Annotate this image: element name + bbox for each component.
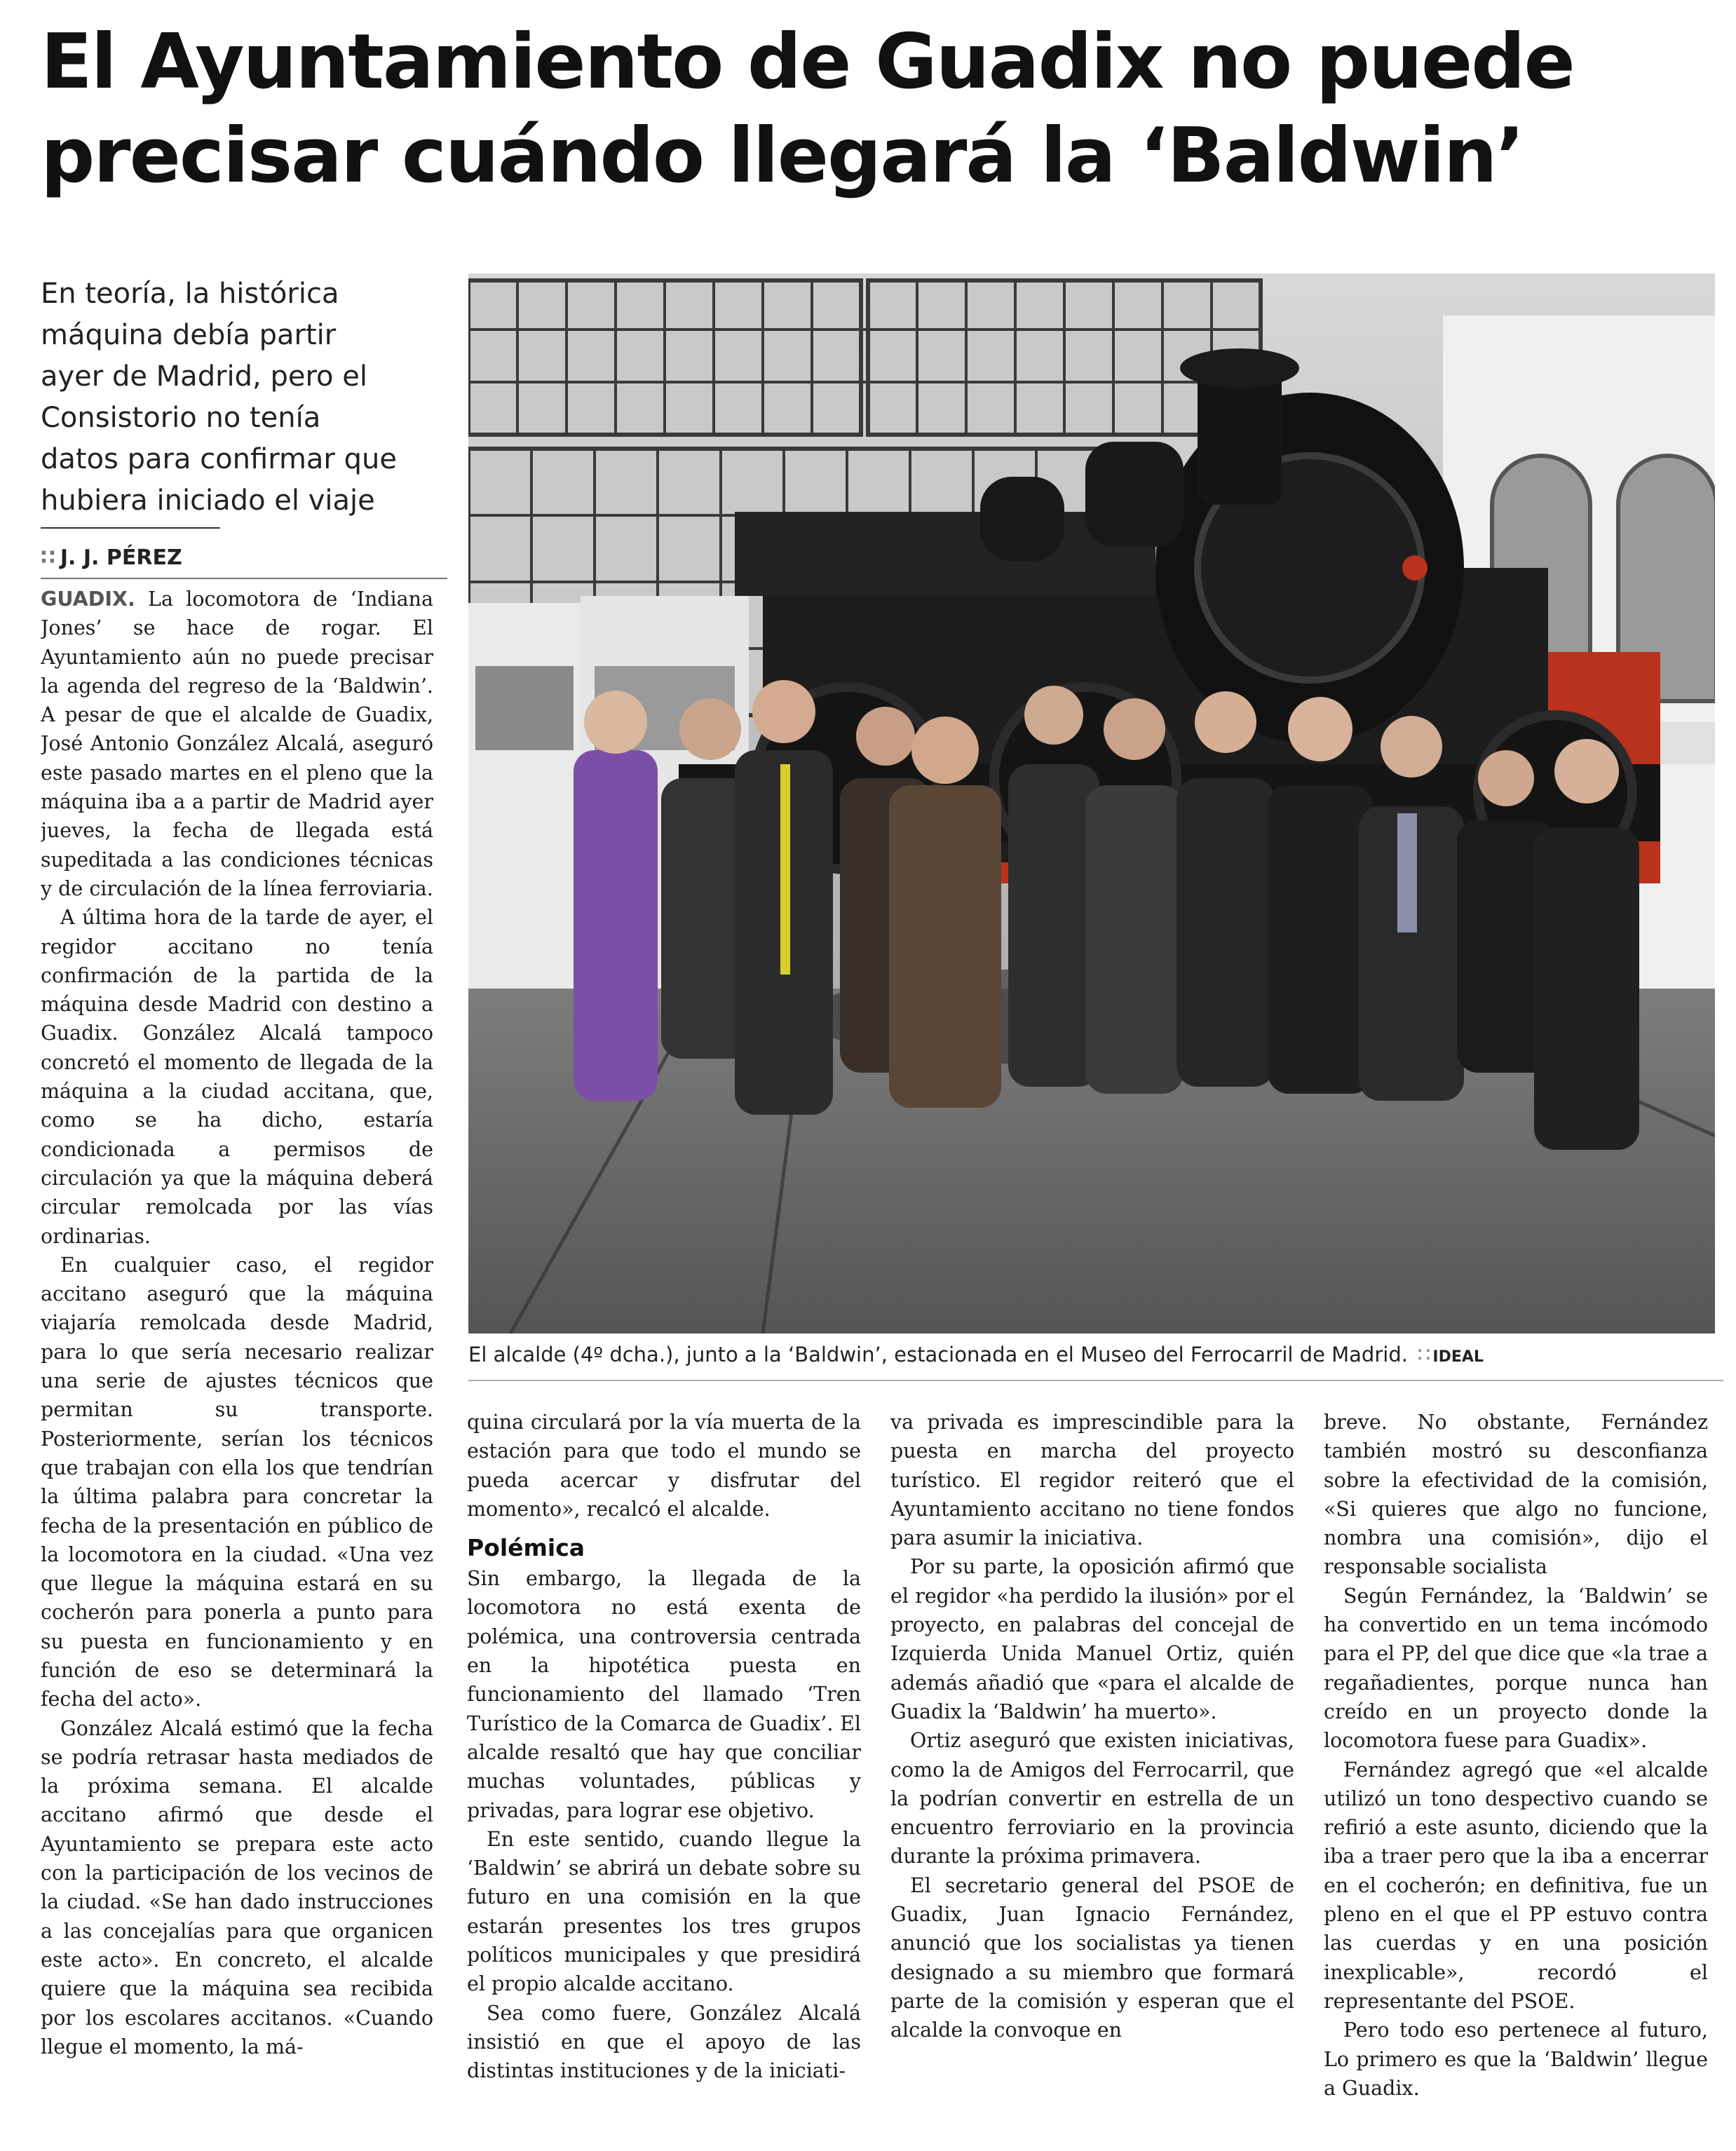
dateline: GUADIX.: [41, 588, 135, 611]
paragraph: En este sentido, cuando llegue la ‘Baldwin’ se abrirá un debate sobre su futuro en una comisión en la que estarán presentes los tres grupos políticos municipales y que presidirá el propio alcalde accitano.: [467, 1827, 861, 1996]
headline-line-2: precisar cuándo llegará la ‘Baldwin’: [41, 112, 1524, 200]
paragraph: Ortiz aseguró que existen iniciativas, como la de Amigos del Ferrocarril, que la podrían convertir en estrella de un encuentro ferroviario en la provincia durante la próxima primavera.: [890, 1729, 1294, 1868]
paragraph: quina circulará por la vía muerta de la estación para que todo el mundo se pueda acercar y disfrutar del momento», recalcó el alcalde.: [467, 1411, 861, 1521]
byline-rule: [41, 578, 447, 579]
subheadline-line: datos para confirmar que: [41, 443, 397, 475]
paragraph-text: La locomotora de ‘Indiana Jones’ se hace de rogar. El Ayuntamiento aún no puede precisar la agenda del regreso de la ‘Baldwin’. A pesar de que el alcalde de Guadix, José Antonio González Alcalá, aseguró este pasado martes en el pleno que la máquina iba a a partir de Madrid ayer jueves, la fecha de llegada está supeditada a las condiciones técnicas y de circulación de la línea ferroviaria.: [41, 588, 433, 900]
paragraph: A última hora de la tarde de ayer, el regidor accitano no tenía confirmación de la partida de la máquina desde Madrid con destino a Guadix. González Alcalá tampoco concretó el momento de llegada de la máquina a la ciudad accitana, que, como se ha dicho, estaría condicionada a permisos de circulación ya que la máquina deberá circular remolcada por las vías ordinarias.: [41, 906, 433, 1248]
byline-dots-icon: ∷: [41, 545, 53, 570]
paragraph: Sea como fuere, González Alcalá insistió en que el apoyo de las distintas instituciones y de la iniciati-: [467, 2001, 861, 2083]
paragraph: Por su parte, la oposición afirmó que el regidor «ha perdido la ilusión» por el proyecto, en palabras del concejal de Izquierda Unida Manuel Ortiz, quién además añadió que «para el alcalde de Guadix la ‘Baldwin’ ha muerto».: [890, 1555, 1294, 1723]
subheadline-line: máquina debía partir: [41, 319, 337, 351]
paragraph: En cualquier caso, el regidor accitano aseguró que la máquina viajaría remolcada desde Madrid, para lo que sería necesario realizar una serie de ajustes técnicos que permitan su transporte. Posteriormente, serían los técnicos que trabajan con ella los que tendrían la última palabra para concretar la fecha de la presentación en público de la locomotora en la ciudad. «Una vez que llegue la máquina estará en su cocherón para ponerla a punto para su puesta en funcionamiento y en función de eso se determinará la fecha del acto».: [41, 1253, 433, 1711]
paragraph: Según Fernández, la ‘Baldwin’ se ha convertido en un tema incómodo para el PP, del que dice que «la trae a regañadientes, porque nunca han creído en un proyecto donde la locomotora fuese para Guadix».: [1324, 1584, 1708, 1753]
photo-caption: [468, 1341, 1723, 1371]
photo-locomotive-group: [468, 273, 1715, 1334]
subheadline-line: ayer de Madrid, pero el: [41, 360, 367, 393]
paragraph: breve. No obstante, Fernández también mostró su desconfianza sobre la efectividad de la comisión, «Si quieres que algo no funcione, nombra una comisión», dijo el responsable socialista: [1324, 1411, 1708, 1579]
article-column-4: [1324, 1408, 1708, 2148]
headline-line-1: El Ayuntamiento de Guadix no puede: [41, 18, 1574, 106]
byline-author: J. J. PÉREZ: [60, 545, 182, 570]
headline: [41, 15, 1709, 203]
article-photo: [468, 273, 1715, 1334]
article-column-2: [467, 1408, 861, 2148]
article-column-1: [41, 585, 433, 2148]
paragraph: [41, 585, 433, 903]
caption-rule: [468, 1380, 1723, 1381]
paragraph: González Alcalá estimó que la fecha se podría retrasar hasta mediados de la próxima semana. El alcalde accitano afirmó que desde el Ayuntamiento se prepara este acto con la participación de los vecinos de la ciudad. «Se han dado instrucciones a las concejalías para que organicen este acto». En concreto, el alcalde quiere que la máquina sea recibida por los escolares accitanos. «Cuando llegue el momento, la má-: [41, 1716, 433, 2058]
photo-credit: IDEAL: [1432, 1348, 1484, 1366]
paragraph: va privada es imprescindible para la puesta en marcha del proyecto turístico. El regidor reiteró que el Ayuntamiento accitano no tiene fondos para asumir la iniciativa.: [890, 1411, 1294, 1550]
subheadline-line: Consistorio no tenía: [41, 402, 321, 434]
credit-dots-icon: ∷: [1417, 1343, 1429, 1366]
article-column-3: [890, 1408, 1294, 2148]
subheadline-line: hubiera iniciado el viaje: [41, 484, 375, 517]
paragraph: Pero todo eso pertenece al futuro, Lo primero es que la ‘Baldwin’ llegue a Guadix.: [1324, 2018, 1708, 2100]
subheadline: [41, 273, 447, 522]
byline: [41, 545, 447, 570]
paragraph: Fernández agregó que «el alcalde utilizó un tono despectivo cuando se refirió a este asunto, diciendo que la iba a traer pero que la iba a encerrar en el cocherón; en definitiva, fue un pleno en el que el PP estuvo contra las cuerdas y en una posición inexplicable», recordó el representante del PSOE.: [1324, 1758, 1708, 2013]
paragraph: El secretario general del PSOE de Guadix, Juan Ignacio Fernández, anunció que los socialistas ya tienen designado a su miembro que formará parte de la comisión y esperan que el alcalde la convoque en: [890, 1873, 1294, 2042]
subheadline-line: En teoría, la histórica: [41, 278, 339, 310]
caption-text: El alcalde (4º dcha.), junto a la ‘Baldwin’, estacionada en el Museo del Ferrocarril de Madrid.: [468, 1343, 1408, 1366]
paragraph: Sin embargo, la llegada de la locomotora no está exenta de polémica, una controversia centrada en la hipotética puesta en funcionamiento del llamado ‘Tren Turístico de la Comarca de Guadix’. El alcalde resaltó que hay que conciliar muchas voluntades, públicas y privadas, para lograr ese objetivo.: [467, 1567, 861, 1822]
section-heading: Polémica: [467, 1534, 585, 1562]
subheadline-rule: [41, 527, 220, 529]
